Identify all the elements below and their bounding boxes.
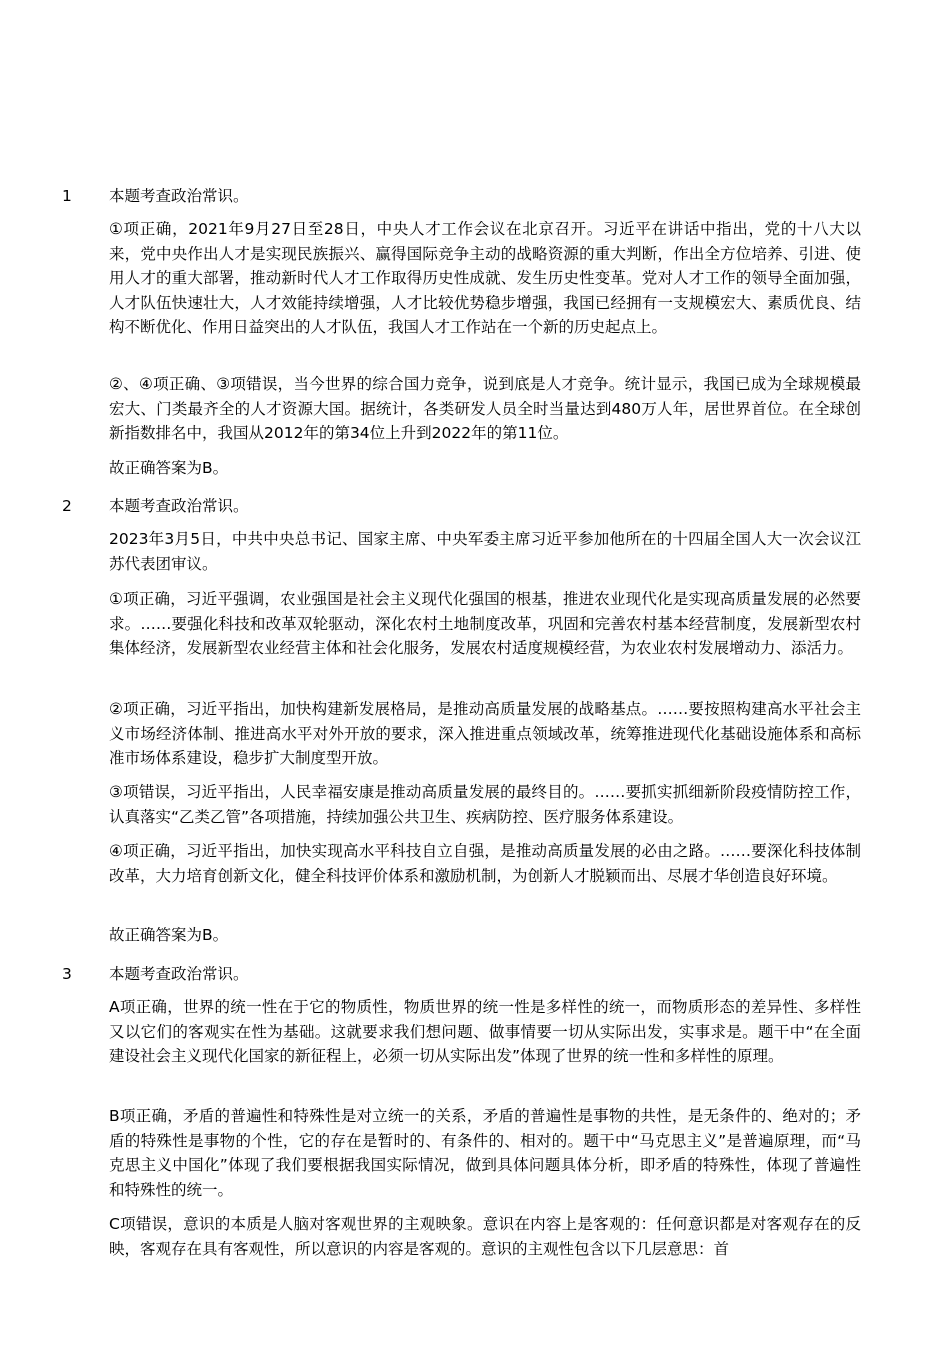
answer-paragraph: ①项正确，习近平强调，农业强国是社会主义现代化强国的根基，推进农业现代化是实现高质量发展的必然要求。……要强化科技和改革双轮驱动，深化农村土地制度改革，巩固和完善农村基本经营制度，发展新型农村集体经济，发展新型农业经营主体和社会化服务，发展农村适度规模经营，为农业农村发展增动力、添活力。 [109,590,861,657]
answer-paragraph: 故正确答案为B。 [109,926,229,944]
answer-paragraph: 本题考查政治常识。 [109,965,249,983]
answer-number: 1 [62,187,72,205]
answer-number: 3 [62,965,72,983]
answer-paragraph: ②项正确，习近平指出，加快构建新发展格局，是推动高质量发展的战略基点。……要按照构建高水平社会主义市场经济体制、推进高水平对外开放的要求，深入推进重点领域改革，统筹推进现代化基础设施体系和高标准市场体系建设，稳步扩大制度型开放。 [109,700,861,767]
answer-paragraph: ③项错误，习近平指出，人民幸福安康是推动高质量发展的最终目的。……要抓实抓细新阶段疫情防控工作，认真落实“乙类乙管”各项措施，持续加强公共卫生、疾病防控、医疗服务体系建设。 [109,783,861,826]
answer-paragraph: 2023年3月5日，中共中央总书记、国家主席、中央军委主席习近平参加他所在的十四届全国人大一次会议江苏代表团审议。 [109,530,861,573]
answer-paragraph: 故正确答案为B。 [109,459,229,477]
answer-paragraph: ②、④项正确、③项错误，当今世界的综合国力竞争，说到底是人才竞争。统计显示，我国已成为全球规模最宏大、门类最齐全的人才资源大国。据统计，各类研发人员全时当量达到480万人年，居世界首位。在全球创新指数排名中，我国从2012年的第34位上升到2022年的第11位。 [109,375,861,442]
answer-paragraph: B项正确，矛盾的普遍性和特殊性是对立统一的关系，矛盾的普遍性是事物的共性，是无条件的、绝对的；矛盾的特殊性是事物的个性，它的存在是暂时的、有条件的、相对的。题干中“马克思主义”是普遍原理，而“马克思主义中国化”体现了我们要根据我国实际情况，做到具体问题具体分析，即矛盾的特殊性，体现了普遍性和特殊性的统一。 [109,1107,861,1199]
answer-paragraph: 本题考查政治常识。 [109,497,249,515]
answer-paragraph: A项正确，世界的统一性在于它的物质性，物质世界的统一性是多样性的统一，而物质形态的差异性、多样性又以它们的客观实在性为基础。这就要求我们想问题、做事情要一切从实际出发，实事求是。题干中“在全面建设社会主义现代化国家的新征程上，必须一切从实际出发”体现了世界的统一性和多样性的原理。 [109,998,861,1065]
answer-paragraph: C项错误，意识的本质是人脑对客观世界的主观映象。意识在内容上是客观的：任何意识都是对客观存在的反映，客观存在具有客观性，所以意识的内容是客观的。意识的主观性包含以下几层意思：首 [109,1215,861,1258]
answer-paragraph: 本题考查政治常识。 [109,187,249,205]
answer-paragraph: ①项正确，2021年9月27日至28日，中央人才工作会议在北京召开。习近平在讲话中指出，党的十八大以来，党中央作出人才是实现民族振兴、赢得国际竞争主动的战略资源的重大判断，作出全方位培养、引进、使用人才的重大部署，推动新时代人才工作取得历史性成就、发生历史性变革。党对人才工作的领导全面加强，人才队伍快速壮大，人才效能持续增强，人才比较优势稳步增强，我国已经拥有一支规模宏大、素质优良、结构不断优化、作用日益突出的人才队伍，我国人才工作站在一个新的历史起点上。 [109,220,861,336]
answer-paragraph: ④项正确，习近平指出，加快实现高水平科技自立自强，是推动高质量发展的必由之路。……要深化科技体制改革，大力培育创新文化，健全科技评价体系和激励机制，为创新人才脱颖而出、尽展才华创造良好环境。 [109,842,861,885]
answer-number: 2 [62,497,72,515]
